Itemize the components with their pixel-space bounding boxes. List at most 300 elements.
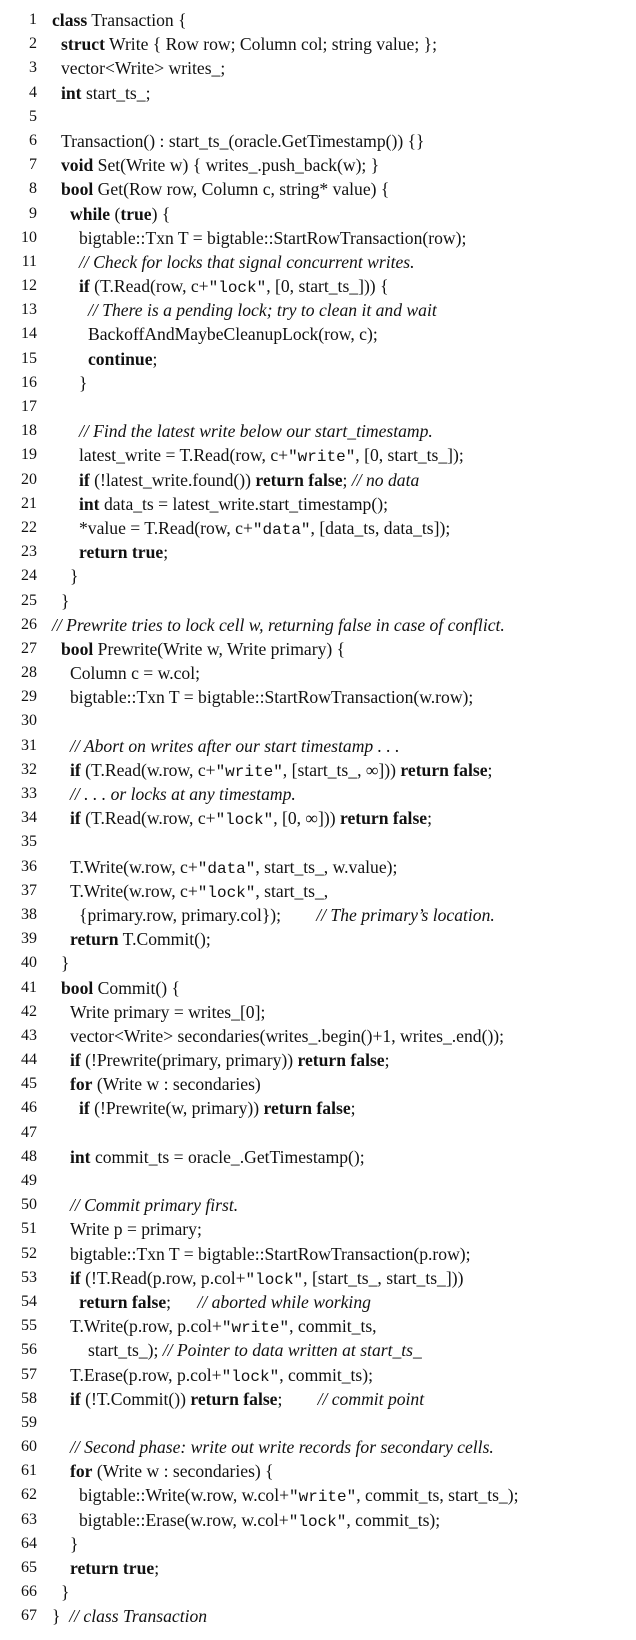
line-number: 47: [21, 1123, 37, 1141]
line-number: 61: [21, 1462, 37, 1480]
keyword: continue: [88, 348, 153, 369]
line-number: 52: [21, 1244, 37, 1262]
code-text-run: [79, 274, 389, 300]
keyword: int: [79, 493, 100, 514]
code-text-run: [79, 492, 388, 516]
line-number: 65: [21, 1559, 37, 1576]
code-text-run: [61, 637, 345, 661]
code-line: [0, 298, 636, 322]
keyword: bool: [61, 179, 94, 200]
code-listing: [0, 8, 636, 1629]
code-text: (Write w : secondaries): [92, 1074, 261, 1095]
code-text: , [0, ∞])): [273, 808, 340, 829]
line-number: 30: [21, 712, 37, 730]
keyword: if: [70, 1050, 81, 1071]
code-line: [0, 589, 636, 613]
line-number: 17: [21, 398, 37, 415]
code-line: [0, 105, 636, 129]
comment: // Prewrite tries to lock cell w, returning false in case of conflict.: [52, 614, 505, 635]
code-text-run: [70, 1363, 373, 1389]
code-text: Write { Row row; Column col; string value; };: [104, 34, 437, 55]
code-line: [0, 492, 636, 516]
string-literal: "write": [221, 1319, 290, 1338]
code-line: [0, 927, 636, 951]
line-number: 36: [21, 857, 37, 875]
code-text-run: [70, 1145, 365, 1169]
line-number: 55: [21, 1317, 37, 1335]
line-number: 14: [21, 325, 37, 343]
keyword: return false: [339, 808, 428, 829]
line-number: 60: [21, 1438, 37, 1456]
code-text-run: [61, 32, 437, 56]
code-text-run: [61, 129, 424, 153]
line-number: 1: [29, 11, 37, 28]
line-number: 43: [21, 1026, 37, 1044]
code-text: vector<Write> secondaries(writes_.begin()+1, writes_.end());: [70, 1025, 505, 1046]
line-number: 23: [21, 543, 37, 561]
keyword: if: [70, 808, 81, 829]
line-number: 25: [21, 591, 37, 609]
code-text-run: [61, 153, 379, 177]
code-line: [0, 685, 636, 709]
line-number: 59: [21, 1413, 37, 1431]
string-literal: "lock": [197, 883, 256, 902]
code-line: [0, 976, 636, 1000]
code-text-run: [70, 1459, 274, 1483]
keyword: int: [61, 82, 82, 103]
code-text: bigtable::Txn T = bigtable::StartRowTransaction(p.row);: [70, 1243, 471, 1264]
code-text: ;: [342, 469, 352, 490]
string-literal: "write": [288, 448, 356, 467]
code-text: ;: [350, 1098, 356, 1119]
code-text-run: [61, 951, 69, 975]
line-number: 5: [29, 107, 37, 125]
code-text-run: [88, 322, 378, 346]
line-number: 15: [21, 349, 37, 367]
code-text-run: [61, 177, 389, 201]
string-literal: "write": [289, 1488, 357, 1507]
code-text: bigtable::Txn T = bigtable::StartRowTransaction(w.row);: [70, 687, 474, 708]
code-text-run: [79, 250, 415, 274]
code-text: , [data_ts, data_ts]);: [310, 517, 451, 538]
keyword: return false: [400, 759, 488, 780]
code-text: Write primary = writes_[0];: [70, 1001, 266, 1022]
code-line: [0, 1000, 636, 1024]
code-text-run: [79, 443, 464, 469]
line-number: 38: [21, 905, 37, 923]
code-text: , commit_ts);: [346, 1509, 441, 1530]
code-line: [0, 274, 636, 298]
code-text: BackoffAndMaybeCleanupLock(row, c);: [88, 324, 378, 345]
line-number: 27: [21, 639, 37, 657]
line-number: 45: [21, 1075, 37, 1093]
code-line: [0, 1387, 636, 1411]
code-text: ;: [384, 1050, 390, 1071]
line-number: 51: [21, 1220, 37, 1238]
code-text-run: [70, 1000, 265, 1024]
comment: // The primary’s location.: [316, 904, 495, 925]
code-text: Transaction() : start_ts_(oracle.GetTimestamp()) {}: [61, 130, 425, 151]
line-number: 19: [21, 446, 37, 464]
code-text: Write p = primary;: [70, 1219, 202, 1240]
line-number: 8: [29, 180, 37, 198]
code-text: , commit_ts, start_ts_);: [356, 1485, 519, 1506]
line-number: 2: [29, 35, 37, 53]
code-line: [0, 1363, 636, 1387]
line-number: 40: [21, 954, 37, 972]
code-text: T.Write(p.row, p.col+: [70, 1316, 222, 1337]
string-literal: "lock": [288, 1512, 347, 1531]
code-text: }: [61, 953, 70, 974]
keyword: return false: [79, 1291, 167, 1312]
line-number: 66: [21, 1583, 37, 1601]
keyword: for: [70, 1461, 93, 1482]
code-text: ;: [277, 1388, 318, 1409]
code-line: [0, 153, 636, 177]
code-text: }: [79, 372, 88, 393]
line-number: 3: [29, 59, 37, 77]
code-text: (!T.Read(p.row, p.col+: [80, 1267, 246, 1288]
line-number: 49: [21, 1172, 37, 1189]
code-line: [0, 661, 636, 685]
code-text: , [start_ts_, start_ts_])): [303, 1267, 464, 1288]
code-text: Column c = w.col;: [70, 663, 200, 684]
line-number: 67: [21, 1607, 37, 1625]
code-text: start_ts_;: [81, 82, 151, 103]
comment: // Abort on writes after our start timestamp . . .: [70, 735, 400, 756]
comment: // Find the latest write below our start_timestamp.: [79, 421, 433, 442]
comment: // commit point: [317, 1388, 425, 1409]
code-text-run: [79, 419, 433, 443]
code-text: T.Commit();: [118, 929, 211, 950]
code-line: [0, 1556, 636, 1580]
code-text: , commit_ts,: [289, 1316, 377, 1337]
code-line: [0, 1266, 636, 1290]
line-number: 46: [21, 1099, 37, 1117]
comment: // Check for locks that signal concurrent writes.: [79, 251, 415, 272]
code-line: [0, 637, 636, 661]
code-text: ;: [154, 1558, 160, 1578]
code-line: [0, 540, 636, 564]
line-number: 21: [21, 494, 37, 512]
code-line: [0, 8, 636, 32]
code-text-run: [52, 8, 187, 32]
code-text: , [0, start_ts_])) {: [266, 276, 389, 297]
line-number: 4: [29, 83, 37, 101]
code-text-run: [70, 1532, 78, 1556]
code-text: }: [70, 566, 79, 587]
code-text-run: [70, 855, 397, 881]
line-number: 41: [21, 978, 37, 996]
code-text: data_ts = latest_write.start_timestamp();: [99, 493, 388, 514]
code-text-run: [70, 1217, 202, 1241]
code-text-run: [61, 1580, 69, 1604]
string-literal: "lock": [221, 1367, 280, 1386]
keyword: return true: [70, 1558, 155, 1578]
code-text-run: [79, 1483, 518, 1509]
code-text-run: [79, 371, 87, 395]
line-number: 28: [21, 664, 37, 682]
code-text-run: [79, 226, 466, 250]
string-literal: "data": [197, 859, 256, 878]
line-number: 62: [21, 1486, 37, 1504]
code-text: }: [61, 1582, 70, 1603]
line-number: 44: [21, 1051, 37, 1069]
line-number: 6: [29, 131, 37, 149]
code-text-run: [70, 1387, 424, 1411]
code-line: [0, 419, 636, 443]
code-text: ) {: [151, 203, 171, 224]
code-line: [0, 1508, 636, 1532]
code-line: [0, 371, 636, 395]
keyword: if: [70, 759, 81, 780]
code-line: [0, 1193, 636, 1217]
code-text-run: [70, 782, 296, 806]
code-text: Get(Row row, Column c, string* value) {: [93, 179, 390, 200]
code-line: [0, 1145, 636, 1169]
code-line: [0, 1532, 636, 1556]
keyword: return false: [263, 1098, 351, 1119]
code-text: , start_ts_, w.value);: [255, 856, 398, 877]
code-text: (!Prewrite(primary, primary)): [80, 1050, 298, 1071]
line-number: 48: [21, 1147, 37, 1165]
line-number: 7: [29, 156, 37, 174]
code-text: vector<Write> writes_;: [61, 58, 226, 79]
code-text-run: [70, 1314, 377, 1340]
code-line: [0, 1072, 636, 1096]
code-text-run: [79, 468, 419, 492]
code-text-run: [70, 1072, 261, 1096]
code-line: [0, 564, 636, 588]
code-line: [0, 81, 636, 105]
code-line: [0, 443, 636, 467]
code-text-run: [79, 540, 168, 564]
code-line: [0, 1217, 636, 1241]
code-text: ;: [487, 759, 493, 780]
code-line: [0, 1024, 636, 1048]
code-text: }: [52, 1606, 70, 1627]
keyword: return: [70, 929, 119, 950]
code-text: (: [110, 203, 121, 224]
code-line: [0, 758, 636, 782]
code-text: }: [61, 590, 70, 611]
code-line: [0, 395, 636, 419]
line-number: 18: [21, 422, 37, 440]
code-text-run: [52, 1604, 207, 1628]
code-line: [0, 613, 636, 637]
code-text-run: [52, 613, 505, 637]
line-number: 50: [21, 1196, 37, 1214]
code-line: [0, 1314, 636, 1338]
keyword: bool: [61, 638, 94, 659]
keyword: while: [70, 203, 111, 224]
code-line: [0, 1290, 636, 1314]
line-number: 24: [21, 567, 37, 585]
code-line: [0, 1580, 636, 1604]
keyword: return false: [255, 469, 343, 490]
code-line: [0, 202, 636, 226]
code-text-run: [70, 1556, 159, 1580]
string-literal: "lock": [245, 1270, 304, 1289]
comment: // Second phase: write out write records for secondary cells.: [70, 1437, 494, 1458]
code-text-run: [61, 976, 180, 1000]
code-line: [0, 830, 636, 854]
line-number: 32: [21, 760, 37, 778]
keyword: return true: [79, 542, 164, 563]
code-text: bigtable::Erase(w.row, w.col+: [79, 1509, 289, 1530]
comment: // aborted while working: [197, 1291, 371, 1312]
line-number: 33: [21, 785, 37, 802]
code-text-run: [70, 927, 211, 951]
code-line: [0, 1048, 636, 1072]
string-literal: "data": [252, 520, 311, 539]
code-text: ;: [427, 808, 432, 829]
code-text-run: [88, 347, 157, 371]
line-number: 20: [21, 470, 37, 488]
code-text: (!Prewrite(w, primary)): [89, 1098, 264, 1119]
code-text-run: [61, 56, 225, 80]
line-number: 63: [21, 1510, 37, 1528]
code-line: [0, 806, 636, 830]
code-text: ;: [166, 1291, 198, 1312]
keyword: int: [70, 1146, 91, 1167]
code-text: ;: [152, 348, 158, 369]
code-text-run: [70, 1193, 238, 1217]
code-text-run: [70, 1024, 504, 1048]
line-number: 13: [21, 301, 37, 319]
code-line: [0, 1483, 636, 1507]
code-text: latest_write = T.Read(row, c+: [79, 445, 289, 466]
keyword: if: [70, 1267, 81, 1288]
code-text: , [start_ts_, ∞])): [282, 759, 401, 780]
code-line: [0, 1411, 636, 1435]
code-text-run: [70, 806, 432, 832]
code-line: [0, 734, 636, 758]
code-text: ;: [163, 542, 169, 563]
code-line: [0, 1459, 636, 1483]
code-line: [0, 1242, 636, 1266]
code-text-run: [79, 903, 495, 927]
code-line: [0, 516, 636, 540]
code-text-run: [70, 661, 200, 685]
code-line: [0, 782, 636, 806]
code-text: }: [70, 1533, 79, 1554]
code-text: (!latest_write.found()): [89, 469, 256, 490]
code-text: start_ts_);: [88, 1340, 163, 1361]
code-line: [0, 1338, 636, 1362]
comment: // There is a pending lock; try to clean it and wait: [88, 300, 437, 321]
keyword: if: [79, 276, 90, 297]
code-line: [0, 1121, 636, 1145]
code-line: [0, 951, 636, 975]
keyword: if: [79, 469, 90, 490]
line-number: 39: [21, 930, 37, 948]
code-text: Prewrite(Write w, Write primary) {: [93, 638, 346, 659]
line-number: 10: [21, 228, 37, 246]
code-text: {primary.row, primary.col});: [79, 904, 317, 925]
line-number: 31: [21, 736, 37, 754]
code-text-run: [70, 734, 400, 758]
line-number: 54: [21, 1292, 37, 1310]
code-text-run: [61, 589, 69, 613]
code-text: T.Erase(p.row, p.col+: [70, 1364, 222, 1385]
comment: // Commit primary first.: [70, 1195, 239, 1216]
code-text: (T.Read(w.row, c+: [80, 759, 216, 780]
line-number: 26: [21, 615, 37, 633]
code-text: *value = T.Read(row, c+: [79, 517, 253, 538]
keyword: return false: [297, 1050, 385, 1071]
code-text-run: [79, 516, 450, 542]
code-text: (!T.Commit()): [80, 1388, 191, 1409]
line-number: 9: [29, 204, 37, 222]
keyword: if: [79, 1098, 90, 1119]
comment: // class Transaction: [69, 1606, 208, 1627]
line-number: 56: [21, 1341, 37, 1359]
keyword: struct: [61, 34, 105, 55]
code-line: [0, 1169, 636, 1193]
code-text: Set(Write w) { writes_.push_back(w); }: [93, 155, 380, 176]
comment: // Pointer to data written at start_ts_: [162, 1340, 422, 1361]
line-number: 57: [21, 1365, 37, 1383]
comment: // no data: [351, 469, 420, 490]
string-literal: "lock": [208, 279, 267, 298]
code-text-run: [79, 1096, 356, 1120]
keyword: bool: [61, 977, 94, 998]
code-text-run: [79, 1290, 371, 1314]
code-text: commit_ts = oracle_.GetTimestamp();: [90, 1146, 365, 1167]
keyword: void: [61, 155, 94, 176]
code-text-run: [70, 1266, 463, 1292]
code-line: [0, 903, 636, 927]
code-text-run: [88, 1338, 422, 1362]
keyword: class: [52, 10, 88, 30]
keyword: return false: [190, 1388, 278, 1409]
line-number: 58: [21, 1389, 37, 1407]
string-literal: "lock": [215, 811, 274, 830]
code-line: [0, 129, 636, 153]
line-number: 12: [21, 277, 37, 295]
code-text-run: [70, 758, 492, 784]
code-text-run: [70, 1242, 471, 1266]
code-text: T.Write(w.row, c+: [70, 856, 198, 877]
code-line: [0, 177, 636, 201]
line-number: 53: [21, 1268, 37, 1286]
line-number: 16: [21, 373, 37, 391]
code-text-run: [70, 564, 78, 588]
code-text: , start_ts_,: [255, 880, 329, 901]
code-line: [0, 1096, 636, 1120]
code-text-run: [88, 298, 437, 322]
code-line: [0, 250, 636, 274]
code-text: bigtable::Txn T = bigtable::StartRowTransaction(row);: [79, 227, 467, 248]
code-line: [0, 1604, 636, 1628]
line-number: 42: [21, 1002, 37, 1020]
code-text: (T.Read(w.row, c+: [80, 808, 216, 829]
code-text-run: [70, 1048, 390, 1072]
keyword: if: [70, 1388, 81, 1409]
code-text: (T.Read(row, c+: [89, 276, 209, 297]
code-text: , [0, start_ts_]);: [355, 445, 464, 466]
code-text-run: [70, 202, 170, 226]
code-text: bigtable::Write(w.row, w.col+: [79, 1485, 290, 1506]
code-line: [0, 879, 636, 903]
code-text-run: [79, 1508, 440, 1534]
line-number: 35: [21, 833, 37, 851]
code-line: [0, 468, 636, 492]
keyword: true: [120, 203, 152, 224]
code-text: Transaction {: [87, 10, 187, 30]
code-text: , commit_ts);: [279, 1364, 374, 1385]
